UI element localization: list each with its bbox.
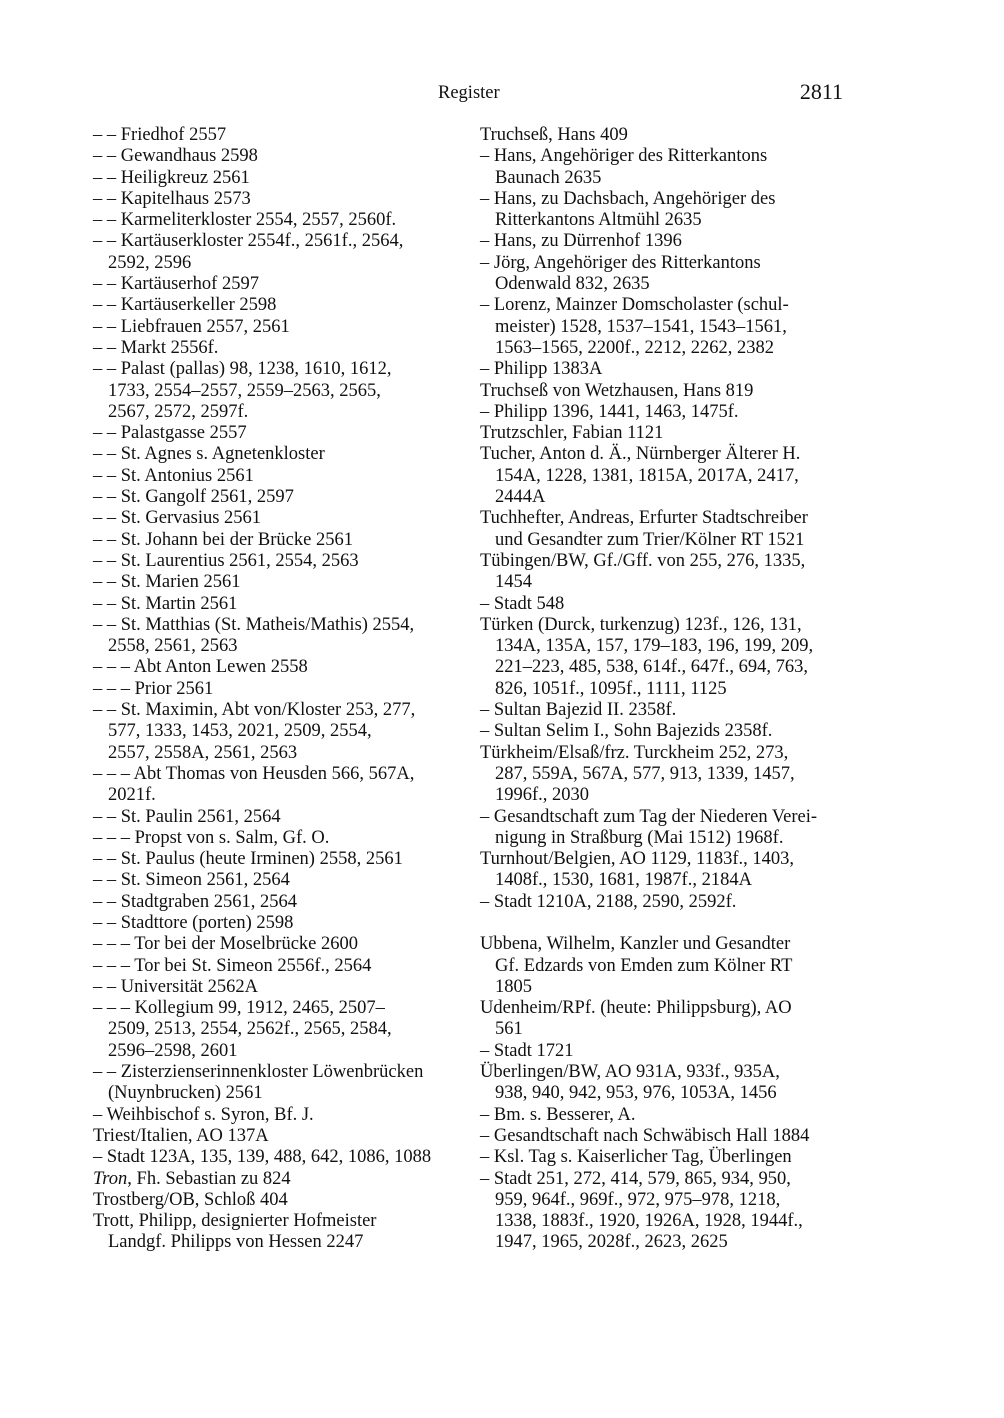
index-entry xyxy=(93,508,473,529)
index-entry xyxy=(93,892,473,913)
index-entry-line: 221–223, 485, 538, 614f., 647f., 694, 763, xyxy=(495,657,808,678)
index-entry-line: Triest/Italien, AO 137A xyxy=(93,1125,269,1146)
index-entry xyxy=(93,125,473,146)
index-entry-line: – – – Kollegium 99, 1912, 2465, 2507– xyxy=(93,998,385,1019)
index-entry-line: – – – Tor bei St. Simeon 2556f., 2564 xyxy=(93,955,372,976)
index-entry-line: 2509, 2513, 2554, 2562f., 2565, 2584, xyxy=(108,1019,392,1040)
index-entry xyxy=(93,807,473,828)
index-entry-line: – – St. Gangolf 2561, 2597 xyxy=(93,487,294,508)
page-number: 2811 xyxy=(799,79,843,104)
index-entry-line: 1408f., 1530, 1681, 1987f., 2184A xyxy=(495,870,752,891)
index-entry xyxy=(93,295,473,316)
index-entry-line: – Stadt 548 xyxy=(480,593,565,614)
index-entry xyxy=(480,615,855,700)
index-entry-line: – Sultan Bajezid II. 2358f. xyxy=(480,700,677,721)
index-entry-line: – – St. Marien 2561 xyxy=(93,572,241,593)
index-entry xyxy=(93,934,473,955)
index-entry-line: – – – Abt Anton Lewen 2558 xyxy=(93,657,308,678)
index-entry xyxy=(480,381,855,402)
index-entry xyxy=(93,551,473,572)
index-column-left xyxy=(93,125,473,1254)
index-entry xyxy=(93,849,473,870)
index-entry xyxy=(93,210,473,231)
index-entry-line: – – St. Simeon 2561, 2564 xyxy=(93,870,290,891)
index-entry-line: – – St. Antonius 2561 xyxy=(93,465,254,486)
index-entry xyxy=(93,168,473,189)
index-entry-line: Tucher, Anton d. Ä., Nürnberger Älterer H. xyxy=(480,444,801,465)
index-entry-line: – – – Prior 2561 xyxy=(93,678,214,699)
index-entry-line: – – St. Maximin, Abt von/Kloster 253, 277, xyxy=(93,700,416,721)
index-entry xyxy=(93,1190,473,1211)
index-entry xyxy=(480,359,855,380)
index-entry xyxy=(93,572,473,593)
index-entry xyxy=(93,231,473,274)
index-entry-line: 2444A xyxy=(495,487,546,508)
index-entry xyxy=(93,977,473,998)
index-entry xyxy=(93,423,473,444)
index-entry-line: – – St. Gervasius 2561 xyxy=(93,508,262,529)
index-entry-line: – Jörg, Angehöriger des Ritterkantons xyxy=(480,252,761,273)
index-entry-line: 154A, 1228, 1381, 1815A, 2017A, 2417, xyxy=(495,465,799,486)
index-entry-line: – – St. Martin 2561 xyxy=(93,593,238,614)
index-entry xyxy=(480,807,855,850)
index-entry-line: Baunach 2635 xyxy=(495,167,602,188)
index-entry xyxy=(480,1041,855,1062)
index-entry-line: 1338, 1883f., 1920, 1926A, 1928, 1944f., xyxy=(495,1211,803,1232)
running-header: Register xyxy=(438,83,500,103)
index-entry xyxy=(93,466,473,487)
index-entry-line: – – St. Paulus (heute Irminen) 2558, 2561 xyxy=(93,849,403,870)
index-entry-line: Ritterkantons Altmühl 2635 xyxy=(495,210,702,231)
index-entry-line: – – Liebfrauen 2557, 2561 xyxy=(93,316,290,337)
index-entry-line: Überlingen/BW, AO 931A, 933f., 935A, xyxy=(480,1062,780,1083)
index-entry-line: Landgf. Philipps von Hessen 2247 xyxy=(108,1232,364,1253)
index-entry-line: Truchseß, Hans 409 xyxy=(480,125,628,145)
index-entry xyxy=(480,125,855,146)
index-entry-line: – – St. Matthias (St. Matheis/Mathis) 2554, xyxy=(93,614,415,635)
index-entry-line: 2021f. xyxy=(108,785,156,806)
index-entry xyxy=(480,700,855,721)
index-entry-line: – – Kartäuserkloster 2554f., 2561f., 2564, xyxy=(93,231,404,252)
index-entry xyxy=(480,1126,855,1147)
index-entry xyxy=(93,828,473,849)
index-entry xyxy=(93,1126,473,1147)
index-entry-line: – Hans, Angehöriger des Ritterkantons xyxy=(480,146,768,167)
index-entry-line: 1996f., 2030 xyxy=(495,785,590,806)
index-entry-line: 577, 1333, 1453, 2021, 2509, 2554, xyxy=(108,721,372,742)
index-entry-line: Tuchhefter, Andreas, Erfurter Stadtschreiber xyxy=(480,508,808,529)
index-entry xyxy=(93,1211,473,1254)
index-entry-line: – – – Tor bei der Moselbrücke 2600 xyxy=(93,934,359,955)
index-entry xyxy=(93,338,473,359)
index-entry xyxy=(480,253,855,296)
index-entry-line: – – Zisterzienserinnenkloster Löwenbrücken xyxy=(93,1062,424,1083)
index-entry xyxy=(93,700,473,764)
index-entry xyxy=(93,657,473,678)
index-entry-line: Tübingen/BW, Gf./Gff. von 255, 276, 1335, xyxy=(480,550,806,571)
index-entry-line: – – – Abt Thomas von Heusden 566, 567A, xyxy=(93,763,415,784)
index-entry-line: – – St. Johann bei der Brücke 2561 xyxy=(93,529,353,550)
index-entry-line: – Stadt 1210A, 2188, 2590, 2592f. xyxy=(480,891,737,912)
index-entry-line: – Ksl. Tag s. Kaiserlicher Tag, Überlingen xyxy=(480,1147,792,1168)
index-entry-line: – – Kartäuserhof 2597 xyxy=(93,274,259,295)
index-entry xyxy=(480,743,855,807)
index-entry-line: – – Kartäuserkeller 2598 xyxy=(93,295,277,316)
index-entry-line: 2557, 2558A, 2561, 2563 xyxy=(108,742,298,763)
index-entry xyxy=(480,1169,855,1254)
index-entry xyxy=(480,1062,855,1105)
index-entry-line: – – Heiligkreuz 2561 xyxy=(93,167,250,188)
index-entry-line: – Bm. s. Besserer, A. xyxy=(480,1104,636,1125)
index-entry xyxy=(480,189,855,232)
index-entry-line: – – – Propst von s. Salm, Gf. O. xyxy=(93,827,330,848)
index-entry-line: 2592, 2596 xyxy=(108,252,192,273)
index-entry xyxy=(93,274,473,295)
index-entry-line: meister) 1528, 1537–1541, 1543–1561, xyxy=(495,316,787,337)
index-entry xyxy=(480,998,855,1041)
index-entry-line: Truchseß von Wetzhausen, Hans 819 xyxy=(480,380,754,401)
index-entry xyxy=(480,508,855,551)
index-entry-line: – Gesandtschaft nach Schwäbisch Hall 1884 xyxy=(480,1125,810,1146)
index-entry xyxy=(480,231,855,252)
index-entry xyxy=(480,551,855,594)
index-entry-line: 287, 559A, 567A, 577, 913, 1339, 1457, xyxy=(495,763,795,784)
index-entry-line: – Hans, zu Dachsbach, Angehöriger des xyxy=(480,188,776,209)
index-entry-line: – – Markt 2556f. xyxy=(93,337,219,358)
index-entry-line: – – Gewandhaus 2598 xyxy=(93,146,258,167)
index-entry-line: – – St. Laurentius 2561, 2554, 2563 xyxy=(93,550,359,571)
index-entry-line: 1563–1565, 2200f., 2212, 2262, 2382 xyxy=(495,337,775,358)
index-entry xyxy=(480,146,855,189)
index-entry-line: – Sultan Selim I., Sohn Bajezids 2358f. xyxy=(480,721,773,742)
index-entry xyxy=(93,1062,473,1105)
index-entry-line: – Stadt 251, 272, 414, 579, 865, 934, 950, xyxy=(480,1168,791,1189)
index-entry-line: Tron, Fh. Sebastian zu 824 xyxy=(93,1168,291,1189)
index-entry-line: 1454 xyxy=(495,572,532,593)
index-entry xyxy=(93,615,473,658)
index-entry-line: – Lorenz, Mainzer Domscholaster (schul- xyxy=(480,295,789,316)
index-entry xyxy=(93,998,473,1062)
index-entry-line: – Weihbischof s. Syron, Bf. J. xyxy=(93,1104,314,1125)
index-entry xyxy=(480,1105,855,1126)
index-entry-line: Trott, Philipp, designierter Hofmeister xyxy=(93,1211,377,1232)
index-entry xyxy=(93,594,473,615)
index-entry xyxy=(93,487,473,508)
index-entry-line: 938, 940, 942, 953, 976, 1053A, 1456 xyxy=(495,1083,777,1104)
index-entry-line: (Nuynbrucken) 2561 xyxy=(108,1083,263,1104)
index-entry-line: und Gesandter zum Trier/Kölner RT 1521 xyxy=(495,529,805,550)
index-entry-line: – – Stadtgraben 2561, 2564 xyxy=(93,891,297,912)
index-entry-line: 1805 xyxy=(495,976,532,997)
index-entry-line: 826, 1051f., 1095f., 1111, 1125 xyxy=(495,678,727,699)
index-entry-line: Udenheim/RPf. (heute: Philippsburg), AO xyxy=(480,998,792,1019)
index-entry-line: 2596–2598, 2601 xyxy=(108,1040,238,1061)
index-entry-line: 2567, 2572, 2597f. xyxy=(108,401,249,422)
index-entry xyxy=(480,1147,855,1168)
index-entry-line: – – Palastgasse 2557 xyxy=(93,423,247,444)
index-entry-line: Odenwald 832, 2635 xyxy=(495,274,650,295)
index-entry xyxy=(480,295,855,359)
index-entry-line: – Philipp 1396, 1441, 1463, 1475f. xyxy=(480,401,739,422)
index-entry xyxy=(480,934,855,998)
index-entry-line: 2558, 2561, 2563 xyxy=(108,636,238,657)
index-entry-line: – Gesandtschaft zum Tag der Niederen Verei- xyxy=(480,806,818,827)
index-entry-line: – – St. Agnes s. Agnetenkloster xyxy=(93,444,325,465)
index-entry-line: nigung in Straßburg (Mai 1512) 1968f. xyxy=(495,827,784,848)
index-entry-line: Ubbena, Wilhelm, Kanzler und Gesandter xyxy=(480,934,791,955)
index-entry xyxy=(93,1147,473,1168)
index-entry xyxy=(93,444,473,465)
index-entry-line: 1733, 2554–2557, 2559–2563, 2565, xyxy=(108,380,381,401)
index-entry xyxy=(93,146,473,167)
index-entry-line: – Stadt 1721 xyxy=(480,1040,574,1061)
index-entry-line: – – Stadttore (porten) 2598 xyxy=(93,912,294,933)
index-entry xyxy=(480,892,855,913)
index-entry xyxy=(93,1169,473,1190)
index-entry-line: – Stadt 123A, 135, 139, 488, 642, 1086, 1088 xyxy=(93,1147,432,1168)
index-entry-line: Gf. Edzards von Emden zum Kölner RT xyxy=(495,955,793,976)
index-entry-line: – Philipp 1383A xyxy=(480,359,603,380)
index-entry-line: Türken (Durck, turkenzug) 123f., 126, 131, xyxy=(480,614,802,635)
index-entry xyxy=(480,444,855,508)
index-entry-line: Türkheim/Elsaß/frz. Turckheim 252, 273, xyxy=(480,742,789,763)
index-entry xyxy=(93,189,473,210)
index-entry xyxy=(93,359,473,423)
index-entry-line: 561 xyxy=(495,1019,523,1040)
index-entry xyxy=(480,594,855,615)
index-entry xyxy=(93,530,473,551)
index-entry-line: Turnhout/Belgien, AO 1129, 1183f., 1403, xyxy=(480,849,794,870)
index-entry-line: – – Friedhof 2557 xyxy=(93,125,227,145)
index-entry xyxy=(93,1105,473,1126)
index-entry xyxy=(93,317,473,338)
index-entry xyxy=(93,956,473,977)
index-entry xyxy=(93,913,473,934)
index-entry xyxy=(480,423,855,444)
index-entry-line: 134A, 135A, 157, 179–183, 196, 199, 209, xyxy=(495,636,814,657)
index-entry xyxy=(93,764,473,807)
index-entry-line: – – Karmeliterkloster 2554, 2557, 2560f. xyxy=(93,210,397,231)
index-entry-line: – – Universität 2562A xyxy=(93,976,258,997)
index-entry-line: Trostberg/OB, Schloß 404 xyxy=(93,1189,288,1210)
index-column-right xyxy=(480,125,855,1254)
index-entry-line: – Hans, zu Dürrenhof 1396 xyxy=(480,231,682,252)
index-entry-line: 1947, 1965, 2028f., 2623, 2625 xyxy=(495,1232,728,1253)
index-entry-line: – – Palast (pallas) 98, 1238, 1610, 1612, xyxy=(93,359,392,380)
index-entry xyxy=(93,679,473,700)
index-entry xyxy=(480,402,855,423)
index-entry-line: – – St. Paulin 2561, 2564 xyxy=(93,806,281,827)
index-entry xyxy=(93,870,473,891)
index-entry xyxy=(480,849,855,892)
index-entry-line: Trutzschler, Fabian 1121 xyxy=(480,423,664,444)
index-entry-line: 959, 964f., 969f., 972, 975–978, 1218, xyxy=(495,1189,781,1210)
index-entry-line: – – Kapitelhaus 2573 xyxy=(93,188,251,209)
index-entry xyxy=(480,721,855,742)
